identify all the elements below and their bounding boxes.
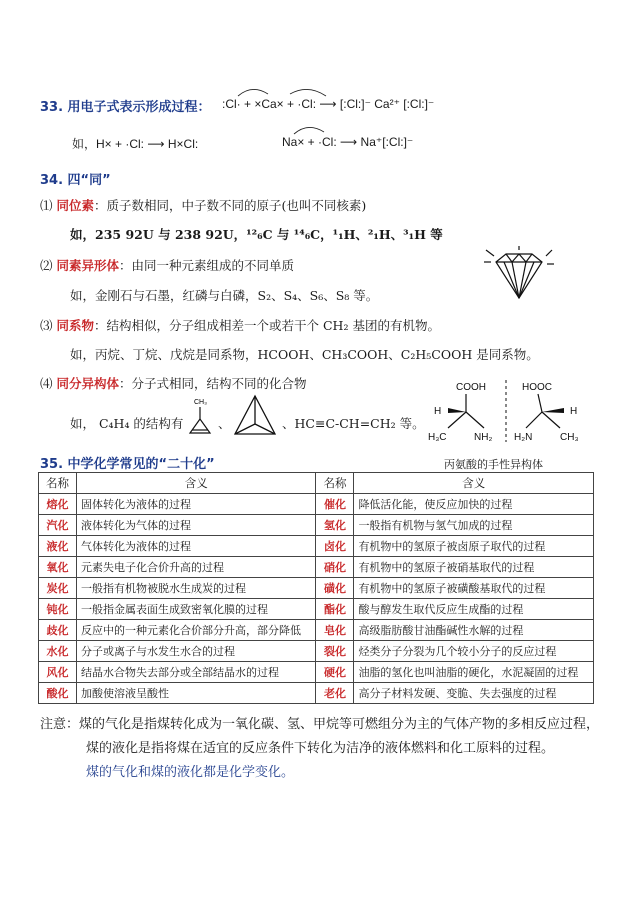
term-meaning-cell: 烃类分子分裂为几个较小分子的反应过程 bbox=[354, 641, 594, 662]
term-name-cell: 风化 bbox=[39, 662, 77, 683]
term-meaning-cell: 结晶水合物失去部分或全部结晶水的过程 bbox=[76, 662, 316, 683]
allotrope-example: 如，金刚石与石墨，红磷与白磷，S₂、S₄、S₆、S₈ 等。 bbox=[70, 288, 379, 303]
table-row bbox=[39, 578, 594, 599]
methyl-label: CH₃ bbox=[194, 399, 207, 406]
term-name-cell: 液化 bbox=[39, 536, 77, 557]
column-header: 名称 bbox=[316, 473, 354, 494]
homolog-example: 如，丙烷、丁烷、戊烷是同系物，HCOOH、CH₃COOH、C₂H₅COOH 是同系物。 bbox=[70, 347, 539, 362]
homolog-definition bbox=[40, 316, 440, 334]
definition-text: ：由同一种元素组成的不同单质 bbox=[119, 258, 295, 273]
isomer-example-prefix: 如， C₄H₄ 的结构有 bbox=[70, 416, 184, 431]
term-meaning-cell: 酸与醇发生取代反应生成酯的过程 bbox=[354, 599, 594, 620]
term-meaning-cell: 液体转化为气体的过程 bbox=[76, 515, 316, 536]
note-line-2: 煤的液化是指将煤在适宜的反应条件下转化为洁净的液体燃料和化工原料的过程。 bbox=[86, 741, 555, 756]
item-number: ⑴ bbox=[40, 198, 53, 213]
h-label-left: H bbox=[434, 406, 442, 417]
term-name-cell: 汽化 bbox=[39, 515, 77, 536]
term-meaning-cell: 元素失电子化合价升高的过程 bbox=[76, 557, 316, 578]
definition-text: ：结构相似，分子组成相差一个或若干个 CH₂ 基团的有机物。 bbox=[94, 318, 440, 333]
table-row bbox=[39, 683, 594, 704]
definition-text: ：分子式相同，结构不同的化合物 bbox=[119, 376, 307, 391]
ch3-label: CH₃ bbox=[560, 432, 579, 443]
table-row bbox=[39, 536, 594, 557]
term-meaning-cell: 降低活化能，使反应加快的过程 bbox=[354, 494, 594, 515]
term-name-cell: 水化 bbox=[39, 641, 77, 662]
term-name-cell: 卤化 bbox=[316, 536, 354, 557]
section-35-heading: 35. 中学化学常见的“二十化” bbox=[40, 457, 215, 472]
term-name-cell: 磺化 bbox=[316, 578, 354, 599]
term-name-cell: 歧化 bbox=[39, 620, 77, 641]
table-header-row bbox=[39, 473, 594, 494]
definition-text: ：质子数相同，中子数不同的原子(也叫不同核素) bbox=[94, 198, 367, 213]
term-meaning-cell: 加酸使溶液呈酸性 bbox=[76, 683, 316, 704]
column-header: 含义 bbox=[76, 473, 316, 494]
tetrahedrane-structure bbox=[232, 392, 278, 438]
term-name-cell: 催化 bbox=[316, 494, 354, 515]
electron-arrow-nacl-icon bbox=[290, 122, 330, 136]
term-name-cell: 老化 bbox=[316, 683, 354, 704]
term-isotope: 同位素 bbox=[56, 198, 95, 213]
table-row bbox=[39, 620, 594, 641]
note-label: 注意： bbox=[40, 717, 80, 732]
term-name-cell: 氧化 bbox=[39, 557, 77, 578]
term-meaning-cell: 油脂的氢化也叫油脂的硬化，水泥凝固的过程 bbox=[354, 662, 594, 683]
column-header: 名称 bbox=[39, 473, 77, 494]
note-line-1 bbox=[40, 713, 599, 732]
cyclopropene-structure bbox=[184, 395, 216, 437]
electron-formula-nacl: Na× + ·Cl: ⟶ Na⁺[:Cl:]⁻ bbox=[282, 135, 414, 149]
chiral-caption: 丙氨酸的手性异构体 bbox=[444, 458, 543, 471]
h2n-label: H₂N bbox=[514, 432, 533, 443]
table-row bbox=[39, 599, 594, 620]
table-row bbox=[39, 557, 594, 578]
conversion-table bbox=[38, 472, 594, 704]
section-34-heading: 34. 四“同” bbox=[40, 173, 111, 188]
term-allotrope: 同素异形体 bbox=[56, 258, 120, 273]
column-header: 含义 bbox=[354, 473, 594, 494]
electron-arrows-icon bbox=[230, 84, 350, 98]
isomer-definition bbox=[40, 374, 307, 392]
term-meaning-cell: 反应中的一种元素化合价部分升高，部分降低 bbox=[76, 620, 316, 641]
alanine-chiral-structure bbox=[426, 378, 596, 444]
nh2-label: NH₂ bbox=[474, 432, 493, 443]
isomer-example-suffix: 、HC≡C-CH=CH₂ 等。 bbox=[282, 416, 425, 431]
note-line-3: 煤的气化和煤的液化都是化学变化。 bbox=[86, 765, 295, 780]
electron-formula-cacl2: :Cl· + ×Ca× + ·Cl: ⟶ [:Cl:]⁻ Ca²⁺ [:Cl:]⁻ bbox=[222, 97, 435, 111]
cooh-label: COOH bbox=[456, 382, 486, 393]
isotope-example: 如，235 92U 与 238 92U，¹²₆C 与 ¹⁴₆C，¹₁H、²₁H、³₁H 等 bbox=[70, 227, 443, 242]
h3c-label: H₃C bbox=[428, 432, 447, 443]
h-label-right: H bbox=[570, 406, 578, 417]
term-meaning-cell: 固体转化为液体的过程 bbox=[76, 494, 316, 515]
term-meaning-cell: 有机物中的氢原子被卤原子取代的过程 bbox=[354, 536, 594, 557]
term-meaning-cell: 一般指金属表面生成致密氧化膜的过程 bbox=[76, 599, 316, 620]
term-isomer: 同分异构体 bbox=[56, 376, 120, 391]
term-name-cell: 酯化 bbox=[316, 599, 354, 620]
term-meaning-cell: 有机物中的氢原子被磺酸基取代的过程 bbox=[354, 578, 594, 599]
term-name-cell: 皂化 bbox=[316, 620, 354, 641]
term-meaning-cell: 气体转化为液体的过程 bbox=[76, 536, 316, 557]
table-row bbox=[39, 662, 594, 683]
term-name-cell: 钝化 bbox=[39, 599, 77, 620]
diamond-icon bbox=[484, 246, 554, 306]
table-row bbox=[39, 494, 594, 515]
allotrope-definition bbox=[40, 256, 294, 274]
term-meaning-cell: 高分子材料发硬、变脆、失去强度的过程 bbox=[354, 683, 594, 704]
term-name-cell: 炭化 bbox=[39, 578, 77, 599]
section-33-heading: 33. 用电子式表示形成过程： bbox=[40, 100, 211, 115]
term-name-cell: 氢化 bbox=[316, 515, 354, 536]
term-meaning-cell: 一般指有机物被脱水生成炭的过程 bbox=[76, 578, 316, 599]
term-meaning-cell: 高级脂肪酸甘油酯碱性水解的过程 bbox=[354, 620, 594, 641]
term-homolog: 同系物 bbox=[56, 318, 95, 333]
electron-formula-hcl: 如，H× + ·Cl: ⟶ H×Cl: bbox=[72, 137, 199, 151]
term-name-cell: 熔化 bbox=[39, 494, 77, 515]
item-number: ⑷ bbox=[40, 376, 53, 391]
table-row bbox=[39, 515, 594, 536]
item-number: ⑵ bbox=[40, 258, 53, 273]
term-meaning-cell: 有机物中的氢原子被硝基取代的过程 bbox=[354, 557, 594, 578]
item-number: ⑶ bbox=[40, 318, 53, 333]
term-meaning-cell: 一般指有机物与氢气加成的过程 bbox=[354, 515, 594, 536]
example-separator: 、 bbox=[218, 416, 231, 431]
term-name-cell: 硬化 bbox=[316, 662, 354, 683]
table-row bbox=[39, 641, 594, 662]
note-text: 煤的气化是指煤转化成为一氧化碳、氢、甲烷等可燃组分为主的气体产物的多相反应过程， bbox=[79, 717, 600, 732]
term-name-cell: 酸化 bbox=[39, 683, 77, 704]
hooc-label: HOOC bbox=[522, 382, 552, 393]
isotope-definition bbox=[40, 196, 366, 214]
term-name-cell: 裂化 bbox=[316, 641, 354, 662]
term-meaning-cell: 分子或离子与水发生水合的过程 bbox=[76, 641, 316, 662]
term-name-cell: 硝化 bbox=[316, 557, 354, 578]
